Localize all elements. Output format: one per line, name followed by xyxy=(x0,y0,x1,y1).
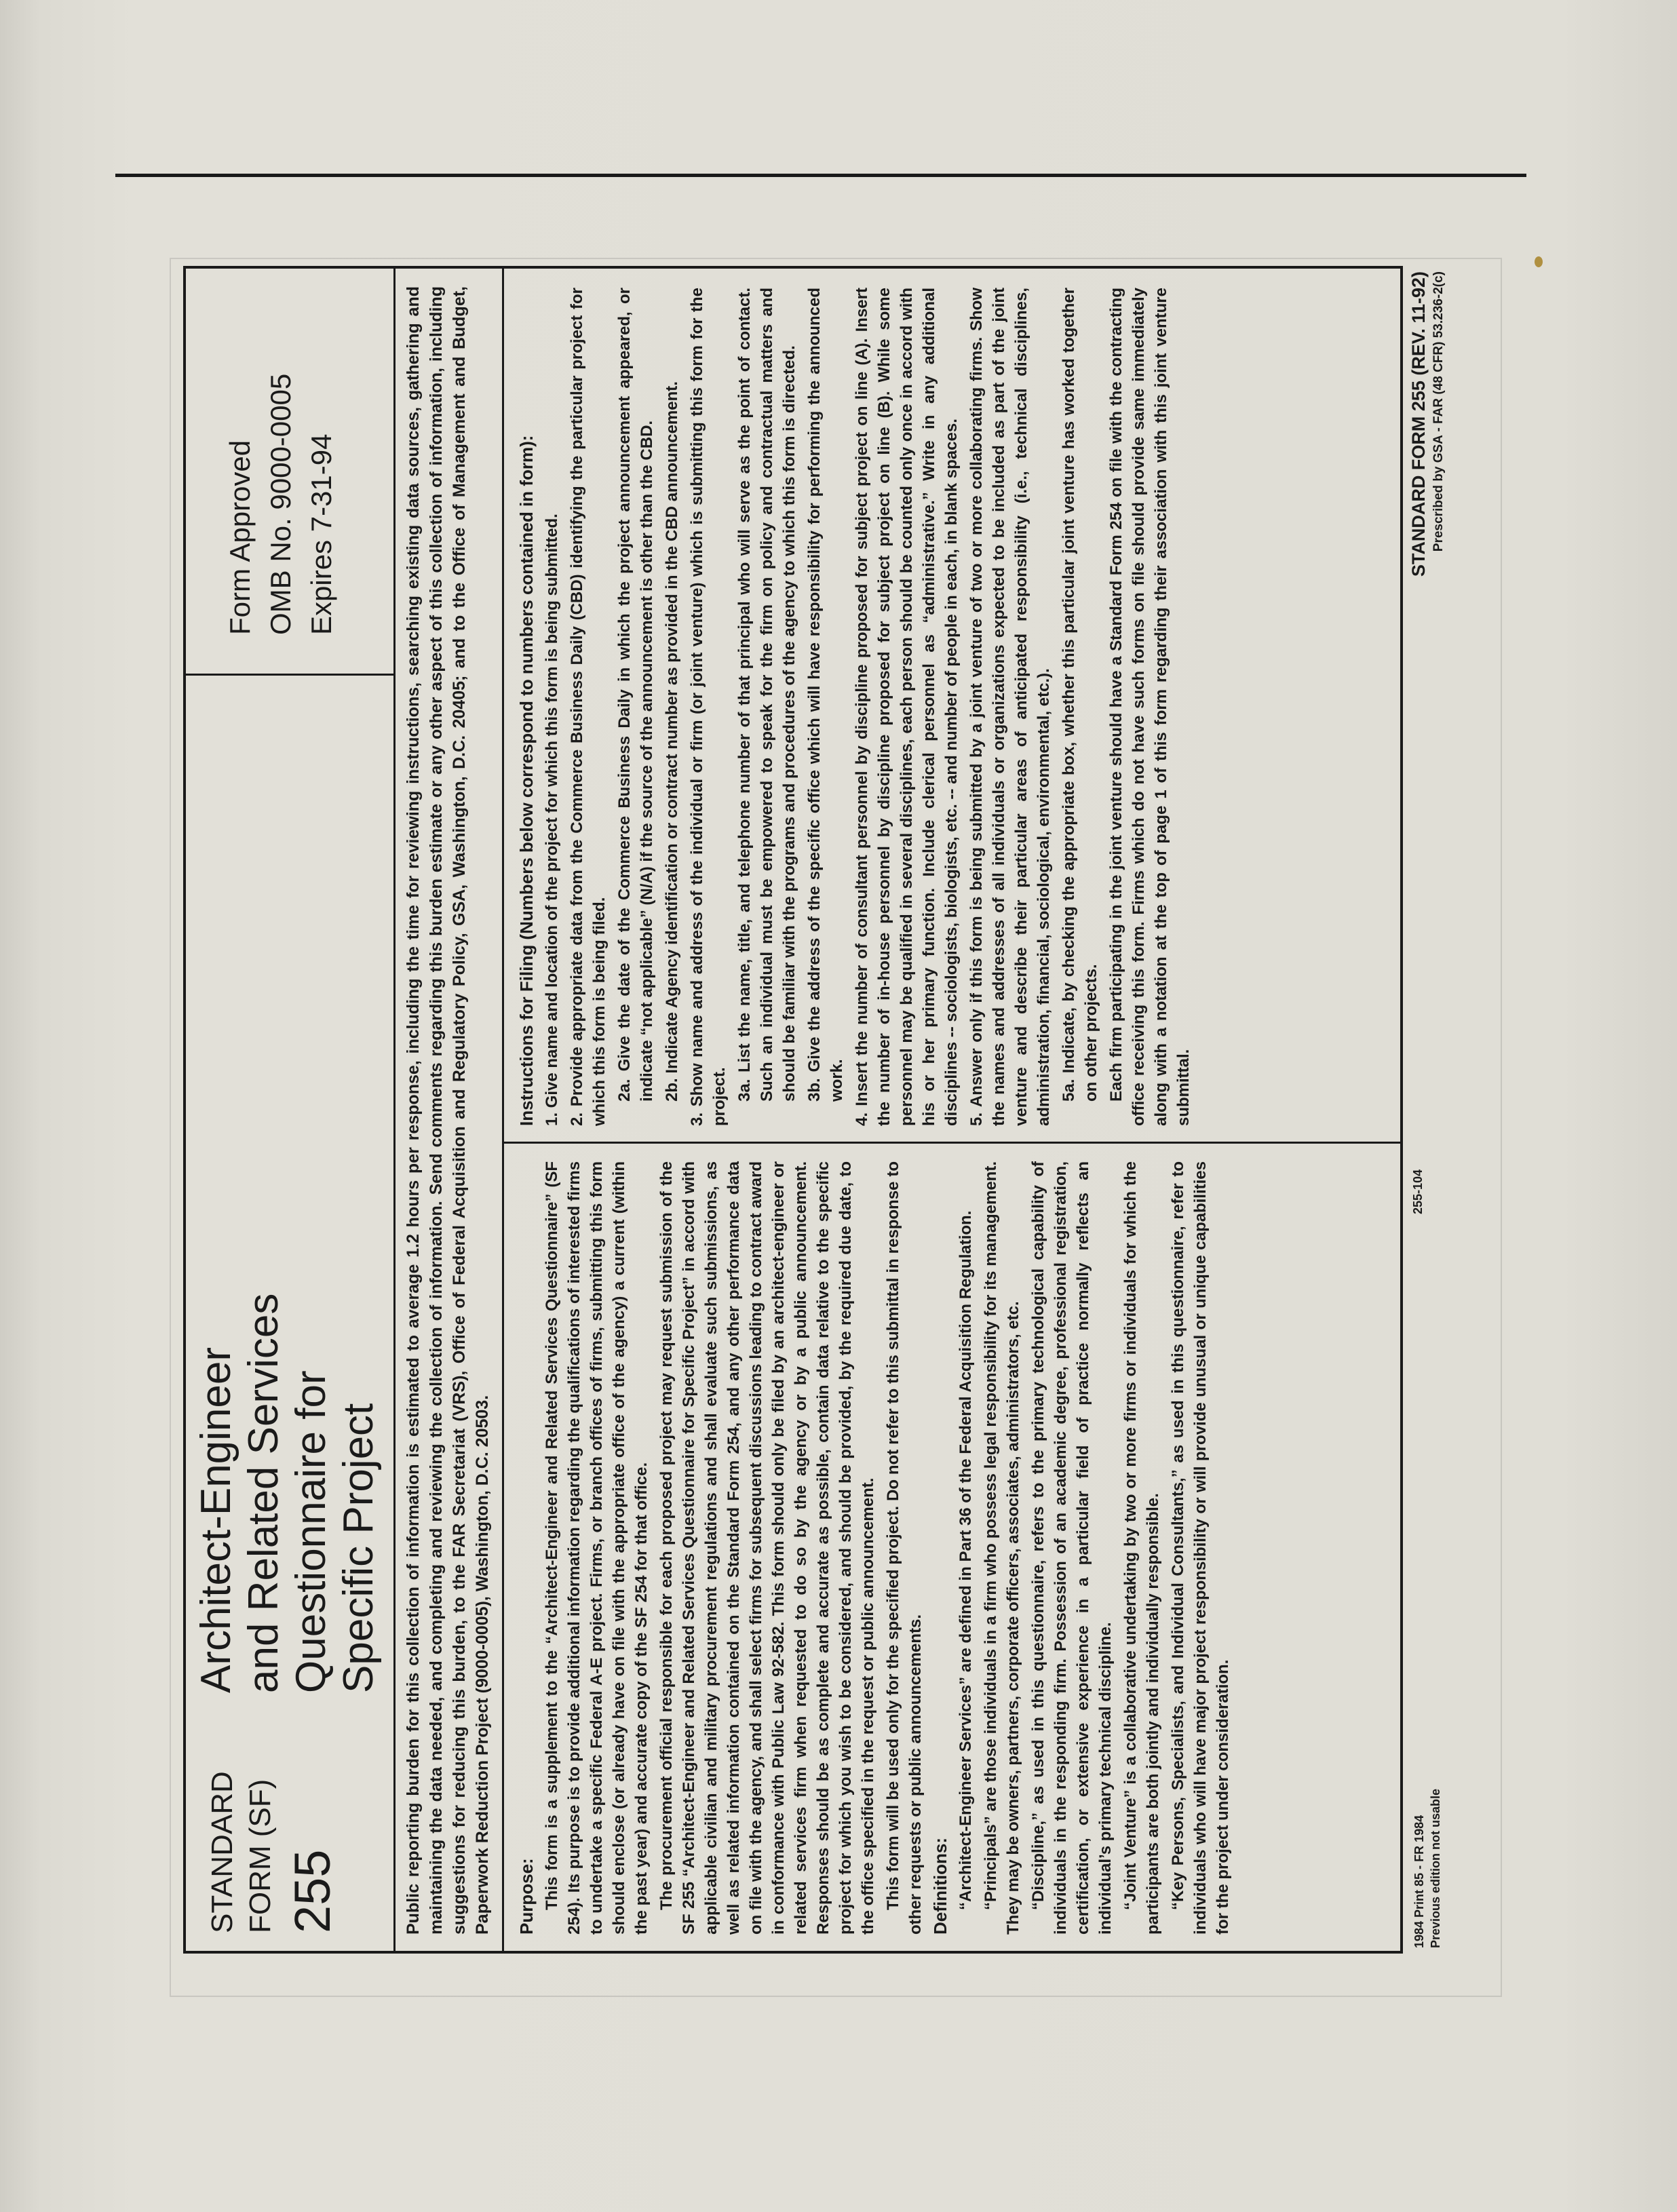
purpose-paragraph: “Joint Venture” is a collaborative undertaking by two or more firms or individuals for which the participants are both jointly and individually responsible. xyxy=(1121,1161,1162,1935)
burden-statement: Public reporting burden for this collection of information is estimated to average 1.2 hours per response, including the time for reviewing instructions, searching existing data sources, gathering and maintaining the data needed, and completing and reviewing the collection of information. Send comments regarding this burden estimate or any other aspect of this collection of information, including suggestions for reducing this burden, to the FAR Secretariat (VRS), Office of Federal Acquisition and Regulatory Policy, GSA, Washington, D.C. 20405; and to the Office of Management and Budget, Paperwork Reduction Project (9000-0005), Washington, D.C. 20503. xyxy=(404,286,492,1935)
purpose-paragraph: This form is a supplement to the “Architect-Engineer and Related Services Questionnaire” (SF 254). Its purpose is to provide additional information regarding the qualifications of interested firms to undertake a specific Federal A-E project. Firms, or branch offices of firms, submitting this form should enclose (or already have on file with the appropriate office of the agency) a current (within the past year) and accurate copy of the SF 254 for that office. xyxy=(543,1161,651,1935)
form-id xyxy=(204,1771,342,1933)
instruction-paragraph: 5. Answer only if this form is being submitted by a joint venture of two or more collaborating firms. Show the names and addresses of all individuals or organizations expected to be included as part of the joint venture and describe their particular areas of anticipated responsibility (i.e., technical disciplines, administration, financial, sociological, environmental, etc.). xyxy=(967,288,1053,1126)
instruction-paragraph: Instructions for Filing (Numbers below correspond to numbers contained in form): xyxy=(516,435,537,1126)
purpose-paragraph: “Key Persons, Specialists, and Individual Consultants,” as used in this questionnaire, refer to individuals who will have major project responsibility or will provide unusual or unique capabilities for the project under consideration. xyxy=(1169,1161,1232,1935)
title-line: Questionnaire for xyxy=(288,1370,334,1693)
instruction-paragraph: 4. Insert the number of consultant personnel by discipline proposed for subject project on line (A). Insert the number of in-house personnel by discipline proposed for subject project on line (B). While some personnel may be qualified in several disciplines, each person should be counted only once in accord with his or her primary function. Include clerical personnel as “administrative.” Write in any additional disciplines -- sociologists, biologists, etc. -- and number of people in each, in blank spaces. xyxy=(853,288,961,1126)
purpose-paragraph: “Architect-Engineer Services” are defined in Part 36 of the Federal Acquisition Regulation. xyxy=(957,1210,975,1910)
header-divider xyxy=(186,674,393,676)
omb-approval xyxy=(220,374,342,635)
footer-edition xyxy=(1411,1789,1444,1948)
footer-form-title: STANDARD FORM 255 (REV. 11-92) xyxy=(1408,271,1429,577)
filing-instructions-column xyxy=(516,288,1197,1126)
instruction-paragraph: 3b. Give the address of the specific office which will have responsibility for performing the announced work. xyxy=(805,288,846,1102)
purpose-paragraph: Definitions: xyxy=(930,1838,950,1935)
form-number: 255 xyxy=(284,1849,341,1933)
instruction-paragraph: 1. Give name and location of the project for which this form is being submitted. xyxy=(543,513,561,1126)
top-rule xyxy=(115,174,1526,177)
title-line: Architect-Engineer xyxy=(193,1346,239,1693)
approval-line: OMB No. 9000-0005 xyxy=(265,373,296,635)
stain-mark xyxy=(1535,256,1543,267)
footer-edition-line: Previous edition not usable xyxy=(1429,1788,1442,1948)
approval-line: Expires 7-31-94 xyxy=(305,433,337,635)
instruction-paragraph: 2b. Indicate Agency identification or contract number as provided in the CBD announcement. xyxy=(663,381,681,1102)
title-line: and Related Services xyxy=(240,1293,287,1693)
purpose-paragraph: “Discipline,” as used in this questionnaire, refers to the primary technological capability of individuals in the responding firm. Possession of an academic degree, professional registration, certification, or extensive experience in a particular field of practice normally reflects an individual’s primary technical discipline. xyxy=(1029,1161,1115,1935)
footer-prescribed: Prescribed by GSA - FAR (48 CFR) 53.236-2(c) xyxy=(1431,271,1446,552)
instruction-paragraph: Each firm participating in the joint venture should have a Standard Form 254 on file with the contracting office receiving this form. Firms which do not have such forms on file should provide same immediately along with a notation at the top of page 1 of this form regarding their association with this joint venture submittal. xyxy=(1107,288,1193,1126)
footer-form-id xyxy=(1408,271,1449,746)
form-header xyxy=(186,269,396,1951)
approval-line: Form Approved xyxy=(224,440,256,635)
purpose-paragraph: This form will be used only for the specified project. Do not refer to this submittal in response to other requests or public announcements. xyxy=(884,1161,925,1935)
purpose-paragraph: The procurement official responsible for each proposed project may request submission of the SF 255 “Architect-Engineer and Related Services Questionnaire for Specific Project” in accord with applicable civilian and military procurement regulations and shall evaluate such submissions, as well as related information contained on the Standard Form 254, and any other performance data on file with the agency, and shall select firms for subsequent discussions leading to contract award in conformance with Public Law 92-582. This form should only be filed by an architect-engineer or related services firm when requested to do so by the agency or by a public announcement. Responses should be as complete and accurate as possible, contain data relative to the specific project for which you wish to be considered, and should be provided, by the required due date, to the office specified in the request or public announcement. xyxy=(657,1161,877,1935)
instruction-paragraph: 5a. Indicate, by checking the appropriate box, whether this particular joint venture has worked together on other projects. xyxy=(1060,288,1100,1102)
column-divider xyxy=(504,1142,1403,1144)
purpose-paragraph: “Principals” are those individuals in a firm who possess legal responsibility for its management. They may be owners, partners, corporate officers, associates, administrators, etc. xyxy=(982,1161,1022,1935)
form-id-line2: FORM (SF) xyxy=(244,1779,277,1933)
purpose-paragraph: Purpose: xyxy=(516,1858,537,1935)
footer-code: 255-104 xyxy=(1411,1169,1425,1214)
instruction-paragraph: 3. Show name and address of the individual or firm (or joint venture) which is submitting this form for the project. xyxy=(688,288,729,1126)
form-frame xyxy=(183,266,1403,1954)
title-line: Specific Project xyxy=(335,1403,382,1693)
form-id-line1: STANDARD xyxy=(206,1771,239,1933)
footer-edition-line: 1984 Print 85 - FR 1984 xyxy=(1412,1815,1426,1948)
instruction-paragraph: 3a. List the name, title, and telephone number of that principal who will serve as the point of contact. Such an individual must be empowered to speak for the firm on policy and contractual matters and should be familiar with the programs and procedures of the agency to which this form is directed. xyxy=(735,288,798,1102)
instruction-paragraph: 2a. Give the date of the Commerce Business Daily in which the project announcement appeared, or indicate “not applicable” (N/A) if the source of the announcement is other than the CBD. xyxy=(615,288,656,1102)
form-title xyxy=(193,1294,383,1693)
rotated-form xyxy=(183,263,1476,1954)
section-divider xyxy=(502,269,504,1951)
purpose-definitions-column xyxy=(516,1161,1237,1935)
instruction-paragraph: 2. Provide appropriate data from the Commerce Business Daily (CBD) identifying the particular project for which this form is being filed. xyxy=(568,288,609,1126)
